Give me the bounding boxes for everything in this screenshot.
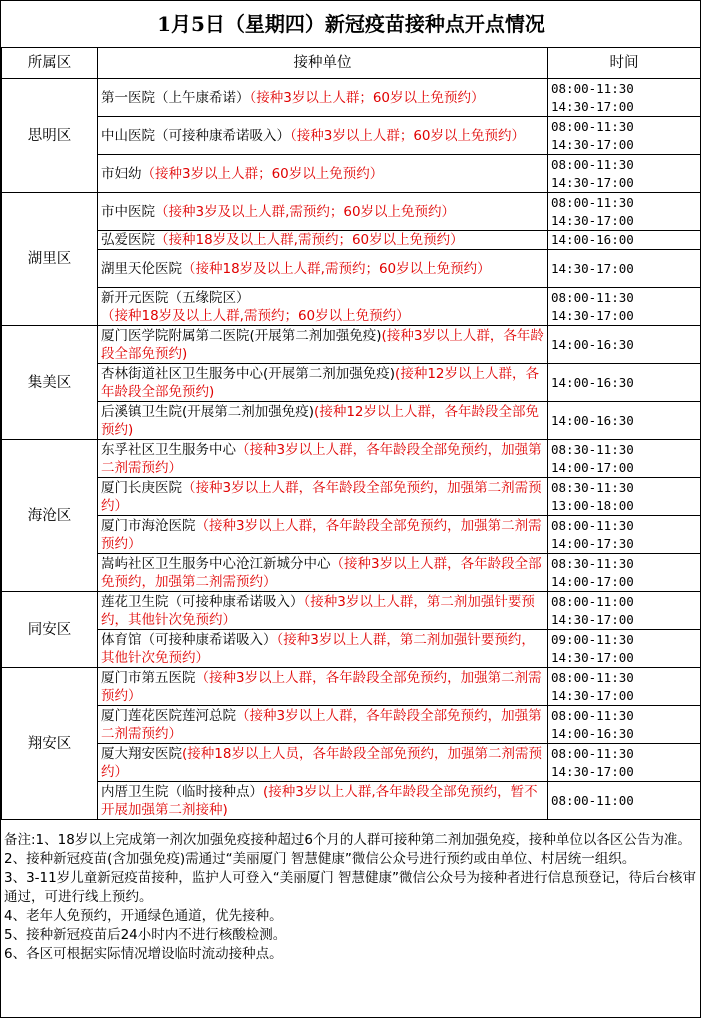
site-name: 体育馆（可接种康希诺吸入）	[101, 631, 277, 648]
time-cell	[548, 592, 701, 630]
header-time: 时间	[548, 48, 701, 79]
table-row	[2, 155, 701, 193]
site-name: 杏林街道社区卫生服务中心(开展第二剂加强免疫)	[101, 365, 396, 382]
site-cell	[98, 516, 548, 554]
time-slot: 14:00-16:30	[551, 725, 634, 741]
time-cell	[548, 630, 701, 668]
table-row	[2, 440, 701, 478]
site-note: （接种18岁及以上人群,需预约；60岁以上免预约）	[182, 260, 491, 277]
note-line: 2、接种新冠疫苗(含加强免疫)需通过“美丽厦门 智慧健康”微信公众号进行预约或由单位、村居统一组织。	[4, 851, 636, 867]
time-slot: 14:30-17:00	[551, 687, 634, 703]
time-slot: 08:00-11:30	[551, 156, 634, 172]
site-name: 湖里天伦医院	[101, 260, 182, 277]
time-slot: 09:00-11:30	[551, 631, 634, 647]
header-unit: 接种单位	[98, 48, 548, 79]
time-slot: 08:00-11:30	[551, 80, 634, 96]
site-note: （接种3岁以上人群，各年龄段全部免预约，加强第二剂需预约）	[101, 441, 542, 476]
site-name: 后溪镇卫生院(开展第二剂加强免疫)	[101, 403, 315, 420]
time-slot: 14:00-17:00	[551, 573, 634, 589]
table-row	[2, 554, 701, 592]
time-cell	[548, 706, 701, 744]
table-row	[2, 364, 701, 402]
district-cell: 海沧区	[2, 440, 98, 592]
time-slot: 08:30-11:30	[551, 479, 634, 495]
time-cell	[548, 250, 701, 288]
time-cell	[548, 402, 701, 440]
time-slot: 13:00-18:00	[551, 497, 634, 513]
time-cell	[548, 193, 701, 231]
site-cell	[98, 744, 548, 782]
table-row	[2, 250, 701, 288]
site-note: (接种3岁以上人群，各年龄段全部免预约)	[101, 327, 544, 362]
site-cell	[98, 117, 548, 155]
table-row	[2, 630, 701, 668]
notes-section	[1, 827, 701, 964]
note-line: 6、各区可根据实际情况增设临时流动接种点。	[4, 946, 283, 962]
time-slot: 14:30-17:00	[551, 260, 634, 276]
site-name: 中山医院（可接种康希诺吸入）	[101, 127, 290, 144]
schedule-table	[1, 1, 701, 820]
site-cell	[98, 592, 548, 630]
time-cell	[548, 231, 701, 250]
table-row	[2, 478, 701, 516]
site-name: 厦门长庚医院	[101, 479, 182, 496]
table-row	[2, 668, 701, 706]
site-name: 内厝卫生院（临时接种点）	[101, 783, 263, 800]
time-slot: 14:30-17:00	[551, 611, 634, 627]
site-cell	[98, 364, 548, 402]
time-slot: 08:00-11:30	[551, 707, 634, 723]
time-cell	[548, 440, 701, 478]
time-cell	[548, 155, 701, 193]
site-name: 嵩屿社区卫生服务中心沧江新城分中心	[101, 555, 331, 572]
note-line: 5、接种新冠疫苗后24小时内不进行核酸检测。	[4, 927, 287, 943]
time-cell	[548, 478, 701, 516]
note-line: 3、3-11岁儿童新冠疫苗接种，监护人可登入“美丽厦门 智慧健康”微信公众号为接种者进行信息预登记，待后台核审通过，可进行线上预约。	[4, 870, 697, 905]
site-name: 弘爱医院	[101, 232, 155, 248]
time-slot: 14:30-17:00	[551, 136, 634, 152]
site-note: （接种3岁以上人群；60岁以上免预约）	[141, 165, 384, 182]
site-cell	[98, 193, 548, 231]
site-cell	[98, 782, 548, 820]
site-note: （接种3岁以上人群，第二剂加强针要预约，其他针次免预约）	[101, 593, 535, 628]
table-row	[2, 782, 701, 820]
time-slot: 08:00-11:30	[551, 517, 634, 533]
site-cell	[98, 706, 548, 744]
time-cell	[548, 288, 701, 326]
site-name: 厦门医学院附属第二医院(开展第二剂加强免疫)	[101, 327, 382, 344]
district-cell: 翔安区	[2, 668, 98, 820]
time-slot: 14:00-16:30	[551, 412, 634, 428]
time-slot: 14:30-17:00	[551, 212, 634, 228]
time-slot: 08:00-11:30	[551, 289, 634, 305]
district-cell: 同安区	[2, 592, 98, 668]
table-row	[2, 516, 701, 554]
time-cell	[548, 668, 701, 706]
site-note: （接种3岁以上人群；60岁以上免预约）	[249, 89, 485, 106]
time-cell	[548, 554, 701, 592]
time-slot: 14:00-16:00	[551, 232, 634, 247]
site-name: 厦门市第五医院	[101, 669, 196, 686]
site-cell	[98, 402, 548, 440]
header-district: 所属区	[2, 48, 98, 79]
table-row	[2, 193, 701, 231]
time-slot: 14:00-16:30	[551, 336, 634, 352]
site-note: （接种3岁以上人群，各年龄段全部免预约，加强第二剂需预约）	[101, 669, 542, 704]
site-note: (接种12岁以上人群，各年龄段全部免预约)	[101, 365, 539, 400]
time-cell	[548, 364, 701, 402]
time-slot: 08:30-11:30	[551, 555, 634, 571]
time-cell	[548, 79, 701, 117]
site-note: （接种3岁以上人群，各年龄段全部免预约，加强第二剂需预约）	[101, 517, 542, 552]
site-cell	[98, 288, 548, 326]
site-note: (接种12岁以上人群，各年龄段全部免预约)	[101, 403, 539, 438]
time-slot: 08:00-11:30	[551, 669, 634, 685]
site-note: (接种18岁以上人员，各年龄段全部免预约，加强第二剂需预约）	[101, 745, 542, 780]
time-cell	[548, 326, 701, 364]
time-slot: 14:30-17:00	[551, 649, 634, 665]
site-name: 东孚社区卫生服务中心	[101, 441, 236, 458]
time-slot: 08:00-11:30	[551, 194, 634, 210]
site-note: （接种3岁以上人群，第二剂加强针要预约，其他针次免预约）	[101, 631, 535, 666]
site-cell	[98, 250, 548, 288]
site-name: 第一医院（上午康希诺）	[101, 89, 250, 106]
time-slot: 08:00-11:30	[551, 745, 634, 761]
site-name: 莲花卫生院（可接种康希诺吸入）	[101, 593, 304, 610]
table-row	[2, 288, 701, 326]
time-cell	[548, 117, 701, 155]
table-row	[2, 402, 701, 440]
site-cell	[98, 326, 548, 364]
table-row	[2, 117, 701, 155]
site-note: （接种18岁及以上人群,需预约；60岁以上免预约）	[155, 232, 464, 248]
site-cell	[98, 554, 548, 592]
site-cell	[98, 478, 548, 516]
note-line: 备注:1、18岁以上完成第一剂次加强免疫接种超过6个月的人群可接种第二剂加强免疫，接种单位以各区公告为准。	[4, 832, 691, 848]
site-name: 厦门莲花医院莲河总院	[101, 707, 236, 724]
site-note: （接种3岁以上人群，各年龄段全部免预约，加强第二剂需预约）	[101, 479, 542, 514]
table-row	[2, 706, 701, 744]
site-name: 市妇幼	[101, 165, 142, 182]
time-slot: 14:30-17:00	[551, 763, 634, 779]
table-row	[2, 592, 701, 630]
site-name: 新开元医院（五缘院区）	[101, 289, 250, 306]
time-cell	[548, 782, 701, 820]
site-note: （接种3岁以上人群，各年龄段全部免预约，加强第二剂需预约）	[101, 707, 542, 742]
site-note: （接种3岁及以上人群,需预约；60岁以上免预约）	[155, 203, 456, 220]
site-name: 厦大翔安医院	[101, 745, 182, 762]
note-line: 4、老年人免预约，开通绿色通道，优先接种。	[4, 908, 283, 924]
time-slot: 08:00-11:30	[551, 118, 634, 134]
time-slot: 14:00-16:30	[551, 374, 634, 390]
district-cell: 思明区	[2, 79, 98, 193]
table-row	[2, 744, 701, 782]
site-name: 厦门市海沧医院	[101, 517, 196, 534]
table-row	[2, 231, 701, 250]
site-note: （接种3岁以上人群，各年龄段全部免预约，加强第二剂需预约）	[101, 555, 542, 590]
time-slot: 08:30-11:30	[551, 441, 634, 457]
site-note: (接种3岁以上人群,各年龄段全部免预约，暂不开展加强第二剂接种)	[101, 783, 538, 818]
site-cell	[98, 231, 548, 250]
time-slot: 08:00-11:00	[551, 593, 634, 609]
table-row	[2, 79, 701, 117]
table-row	[2, 326, 701, 364]
time-cell	[548, 516, 701, 554]
time-slot: 14:30-17:00	[551, 174, 634, 190]
site-cell	[98, 440, 548, 478]
time-slot: 14:00-17:30	[551, 535, 634, 551]
site-cell	[98, 668, 548, 706]
time-slot: 08:00-11:00	[551, 792, 634, 808]
time-slot: 14:00-17:00	[551, 459, 634, 475]
district-cell: 湖里区	[2, 193, 98, 326]
site-cell	[98, 630, 548, 668]
time-slot: 14:30-17:00	[551, 98, 634, 114]
site-note: （接种18岁及以上人群,需预约；60岁以上免预约）	[101, 307, 410, 324]
site-name: 市中医院	[101, 203, 155, 220]
page-title: 1月5日（星期四）新冠疫苗接种点开点情况	[2, 1, 701, 48]
time-slot: 14:30-17:00	[551, 307, 634, 323]
site-cell	[98, 79, 548, 117]
header-row	[2, 48, 701, 79]
district-cell: 集美区	[2, 326, 98, 440]
site-note: （接种3岁以上人群；60岁以上免预约）	[290, 127, 526, 144]
site-cell	[98, 155, 548, 193]
time-cell	[548, 744, 701, 782]
